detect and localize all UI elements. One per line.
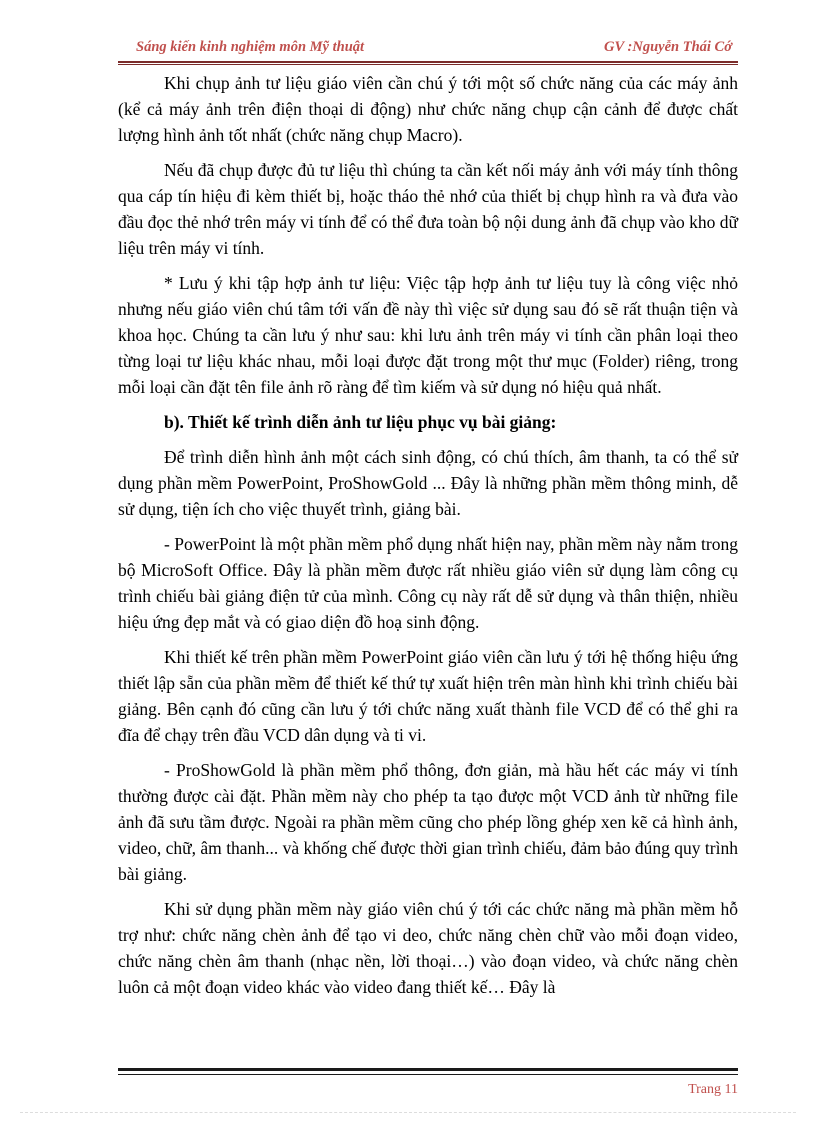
paragraph: * Lưu ý khi tập hợp ảnh tư liệu: Việc tập hợp ảnh tư liệu tuy là công việc nhỏ nhưng nếu giáo viên chú tâm tới vấn đề này thì việc sử dụng sau đó sẽ rất thuận tiện và khoa học. Chúng ta cần lưu ý như sau: khi lưu ảnh trên máy vi tính cần phân loại theo từng loại tư liệu khác nhau, mỗi loại được đặt trong một thư mục (Folder) riêng, trong mỗi loại cần đặt tên file ảnh rõ ràng để tìm kiếm và sử dụng nó hiệu quả nhất. [118, 273, 738, 397]
body-text [118, 70, 738, 1009]
header-rule-thin [118, 64, 738, 65]
header-subject: Sáng kiến kinh nghiệm môn Mỹ thuật [136, 39, 365, 55]
footer-rule-thin [118, 1074, 738, 1075]
paragraph: - ProShowGold là phần mềm phổ thông, đơn giản, mà hầu hết các máy vi tính thường được cài đặt. Phần mềm này cho phép ta tạo được một VCD ảnh từ những file ảnh đã sưu tầm được. Ngoài ra phần mềm cũng cho phép lồng ghép xen kẽ cả hình ảnh, video, chữ, âm thanh... và khống chế được thời gian trình chiếu, đảm bảo đúng quy trình bài giảng. [118, 760, 738, 884]
section-heading: b). Thiết kế trình diễn ảnh tư liệu phục vụ bài giảng: [164, 412, 557, 432]
paragraph: - PowerPoint là một phần mềm phổ dụng nhất hiện nay, phần mềm này nằm trong bộ MicroSoft Office. Đây là phần mềm được rất nhiều giáo viên sử dụng làm công cụ trình chiếu bài giảng điện tử của mình. Công cụ này rất dễ sử dụng và thân thiện, nhiều hiệu ứng đẹp mắt và có giao diện đồ hoạ sinh động. [118, 534, 738, 632]
footer-rule [118, 1068, 738, 1071]
paragraph: Khi sử dụng phần mềm này giáo viên chú ý tới các chức năng mà phần mềm hỗ trợ như: chức năng chèn ảnh để tạo vi deo, chức năng chèn chữ vào mỗi đoạn video, chức năng chèn âm thanh (nhạc nền, lời thoại…) vào đoạn video, và chức năng chèn luôn cả một đoạn video khác vào video đang thiết kế… Đây là [118, 899, 738, 997]
page-number: Trang 11 [688, 1082, 738, 1097]
paragraph: Nếu đã chụp được đủ tư liệu thì chúng ta cần kết nối máy ảnh với máy tính thông qua cáp tín hiệu đi kèm thiết bị, hoặc tháo thẻ nhớ của thiết bị chụp hình ra và đưa vào đầu đọc thẻ nhớ trên máy vi tính để có thể đưa toàn bộ nội dung ảnh đã chụp vào kho dữ liệu trên máy vi tính. [118, 160, 738, 258]
header-author: GV :Nguyễn Thái Cớ [604, 39, 732, 55]
header-rule [118, 61, 738, 63]
paragraph: Khi thiết kế trên phần mềm PowerPoint giáo viên cần lưu ý tới hệ thống hiệu ứng thiết lập sẵn của phần mềm để thiết kế thứ tự xuất hiện trên màn hình khi trình chiếu bài giảng. Bên cạnh đó cũng cần lưu ý tới chức năng xuất thành file VCD để có thể ghi ra đĩa để chạy trên đầu VCD dân dụng và ti vi. [118, 647, 738, 745]
page-header [118, 37, 738, 61]
paragraph: Để trình diễn hình ảnh một cách sinh động, có chú thích, âm thanh, ta có thể sử dụng phần mềm PowerPoint, ProShowGold ... Đây là những phần mềm thông minh, dễ sử dụng, tiện ích cho việc thuyết trình, giảng bài. [118, 447, 738, 519]
paragraph: Khi chụp ảnh tư liệu giáo viên cần chú ý tới một số chức năng của các máy ảnh (kể cả máy ảnh trên điện thoại di động) như chức năng chụp cận cảnh để được chất lượng hình ảnh tốt nhất (chức năng chụp Macro). [118, 73, 738, 145]
page-edge-divider [20, 1112, 796, 1113]
